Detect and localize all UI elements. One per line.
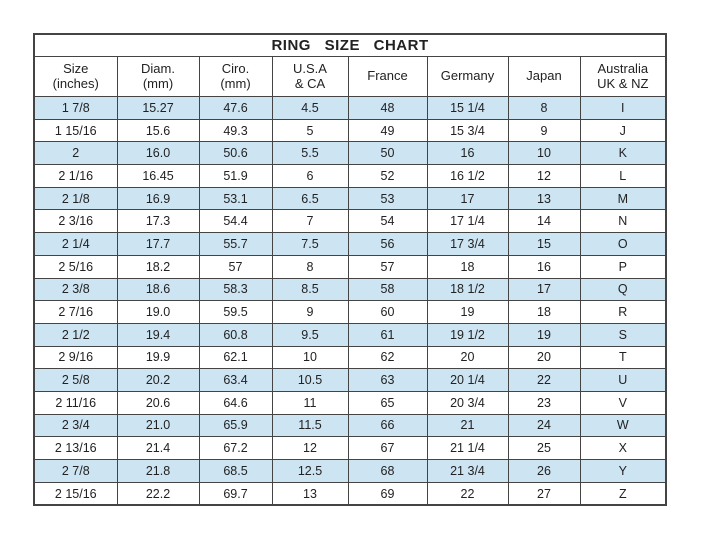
cell-diam-mm: 16.45 (117, 165, 199, 188)
cell-japan: 27 (508, 482, 580, 505)
cell-france: 49 (348, 119, 427, 142)
cell-australia-uk-nz: L (580, 165, 666, 188)
cell-diam-mm: 19.4 (117, 323, 199, 346)
cell-diam-mm: 19.9 (117, 346, 199, 369)
cell-australia-uk-nz: W (580, 414, 666, 437)
cell-germany: 21 (427, 414, 508, 437)
cell-japan: 18 (508, 301, 580, 324)
cell-germany: 17 (427, 187, 508, 210)
cell-germany: 19 1/2 (427, 323, 508, 346)
cell-ciro-mm: 55.7 (199, 233, 272, 256)
cell-japan: 23 (508, 391, 580, 414)
cell-germany: 19 (427, 301, 508, 324)
cell-ciro-mm: 54.4 (199, 210, 272, 233)
cell-australia-uk-nz: J (580, 119, 666, 142)
cell-size-inches: 2 5/16 (34, 255, 117, 278)
cell-japan: 24 (508, 414, 580, 437)
cell-france: 65 (348, 391, 427, 414)
cell-germany: 15 3/4 (427, 119, 508, 142)
cell-japan: 9 (508, 119, 580, 142)
cell-france: 63 (348, 369, 427, 392)
cell-japan: 10 (508, 142, 580, 165)
cell-size-inches: 2 1/8 (34, 187, 117, 210)
cell-size-inches: 2 1/16 (34, 165, 117, 188)
cell-usa-ca: 5 (272, 119, 348, 142)
table-row (34, 278, 666, 301)
column-header-germany: Germany (427, 57, 508, 97)
column-header-ciro-mm: Ciro. (mm) (199, 57, 272, 97)
cell-germany: 17 3/4 (427, 233, 508, 256)
cell-france: 61 (348, 323, 427, 346)
table-row (34, 210, 666, 233)
cell-germany: 20 1/4 (427, 369, 508, 392)
table-row (34, 142, 666, 165)
cell-ciro-mm: 51.9 (199, 165, 272, 188)
cell-size-inches: 2 7/8 (34, 460, 117, 483)
cell-diam-mm: 16.9 (117, 187, 199, 210)
cell-australia-uk-nz: P (580, 255, 666, 278)
cell-france: 67 (348, 437, 427, 460)
cell-diam-mm: 15.6 (117, 119, 199, 142)
table-row (34, 97, 666, 120)
cell-usa-ca: 11 (272, 391, 348, 414)
table-row (34, 233, 666, 256)
cell-france: 58 (348, 278, 427, 301)
cell-japan: 20 (508, 346, 580, 369)
cell-ciro-mm: 62.1 (199, 346, 272, 369)
cell-australia-uk-nz: R (580, 301, 666, 324)
cell-australia-uk-nz: I (580, 97, 666, 120)
cell-germany: 22 (427, 482, 508, 505)
table-row (34, 119, 666, 142)
title-row (34, 34, 666, 57)
cell-france: 50 (348, 142, 427, 165)
table-row (34, 369, 666, 392)
cell-usa-ca: 4.5 (272, 97, 348, 120)
cell-usa-ca: 8.5 (272, 278, 348, 301)
cell-usa-ca: 9 (272, 301, 348, 324)
cell-usa-ca: 8 (272, 255, 348, 278)
cell-germany: 15 1/4 (427, 97, 508, 120)
cell-ciro-mm: 69.7 (199, 482, 272, 505)
cell-germany: 18 1/2 (427, 278, 508, 301)
cell-japan: 19 (508, 323, 580, 346)
table-row (34, 165, 666, 188)
table-row (34, 346, 666, 369)
cell-australia-uk-nz: V (580, 391, 666, 414)
cell-usa-ca: 6 (272, 165, 348, 188)
cell-size-inches: 2 1/4 (34, 233, 117, 256)
table-row (34, 391, 666, 414)
table-row (34, 482, 666, 505)
column-header-usa-ca: U.S.A & CA (272, 57, 348, 97)
cell-ciro-mm: 57 (199, 255, 272, 278)
cell-ciro-mm: 63.4 (199, 369, 272, 392)
cell-germany: 18 (427, 255, 508, 278)
cell-france: 60 (348, 301, 427, 324)
cell-australia-uk-nz: X (580, 437, 666, 460)
cell-diam-mm: 22.2 (117, 482, 199, 505)
cell-japan: 14 (508, 210, 580, 233)
cell-usa-ca: 10 (272, 346, 348, 369)
cell-france: 54 (348, 210, 427, 233)
cell-france: 68 (348, 460, 427, 483)
cell-australia-uk-nz: Q (580, 278, 666, 301)
cell-ciro-mm: 68.5 (199, 460, 272, 483)
cell-germany: 21 1/4 (427, 437, 508, 460)
cell-ciro-mm: 50.6 (199, 142, 272, 165)
chart-title: RING SIZE CHART (34, 34, 666, 57)
cell-australia-uk-nz: K (580, 142, 666, 165)
cell-usa-ca: 11.5 (272, 414, 348, 437)
cell-ciro-mm: 60.8 (199, 323, 272, 346)
cell-diam-mm: 20.2 (117, 369, 199, 392)
cell-japan: 22 (508, 369, 580, 392)
cell-diam-mm: 18.2 (117, 255, 199, 278)
cell-france: 66 (348, 414, 427, 437)
cell-australia-uk-nz: U (580, 369, 666, 392)
cell-japan: 15 (508, 233, 580, 256)
cell-japan: 8 (508, 97, 580, 120)
table-row (34, 323, 666, 346)
cell-ciro-mm: 49.3 (199, 119, 272, 142)
cell-japan: 17 (508, 278, 580, 301)
header-row (34, 57, 666, 97)
column-header-australia-uk-nz: Australia UK & NZ (580, 57, 666, 97)
cell-ciro-mm: 64.6 (199, 391, 272, 414)
cell-ciro-mm: 47.6 (199, 97, 272, 120)
cell-france: 56 (348, 233, 427, 256)
cell-usa-ca: 9.5 (272, 323, 348, 346)
cell-france: 57 (348, 255, 427, 278)
cell-germany: 21 3/4 (427, 460, 508, 483)
cell-diam-mm: 17.3 (117, 210, 199, 233)
cell-diam-mm: 21.0 (117, 414, 199, 437)
cell-diam-mm: 21.8 (117, 460, 199, 483)
cell-usa-ca: 6.5 (272, 187, 348, 210)
cell-usa-ca: 5.5 (272, 142, 348, 165)
cell-size-inches: 2 7/16 (34, 301, 117, 324)
cell-japan: 13 (508, 187, 580, 210)
table-row (34, 460, 666, 483)
ring-size-chart-table (33, 33, 667, 506)
cell-france: 53 (348, 187, 427, 210)
cell-germany: 20 (427, 346, 508, 369)
cell-diam-mm: 20.6 (117, 391, 199, 414)
cell-usa-ca: 7.5 (272, 233, 348, 256)
cell-diam-mm: 17.7 (117, 233, 199, 256)
cell-usa-ca: 12 (272, 437, 348, 460)
cell-ciro-mm: 53.1 (199, 187, 272, 210)
cell-france: 69 (348, 482, 427, 505)
cell-australia-uk-nz: T (580, 346, 666, 369)
cell-usa-ca: 13 (272, 482, 348, 505)
cell-japan: 26 (508, 460, 580, 483)
table-row (34, 187, 666, 210)
cell-ciro-mm: 59.5 (199, 301, 272, 324)
cell-france: 62 (348, 346, 427, 369)
cell-australia-uk-nz: S (580, 323, 666, 346)
cell-size-inches: 2 5/8 (34, 369, 117, 392)
cell-australia-uk-nz: M (580, 187, 666, 210)
cell-ciro-mm: 67.2 (199, 437, 272, 460)
column-header-france: France (348, 57, 427, 97)
table-body (34, 97, 666, 506)
cell-size-inches: 2 9/16 (34, 346, 117, 369)
cell-size-inches: 2 3/4 (34, 414, 117, 437)
cell-diam-mm: 16.0 (117, 142, 199, 165)
cell-usa-ca: 10.5 (272, 369, 348, 392)
cell-usa-ca: 7 (272, 210, 348, 233)
cell-size-inches: 2 1/2 (34, 323, 117, 346)
cell-germany: 17 1/4 (427, 210, 508, 233)
cell-germany: 20 3/4 (427, 391, 508, 414)
table-row (34, 255, 666, 278)
cell-australia-uk-nz: N (580, 210, 666, 233)
cell-size-inches: 2 3/8 (34, 278, 117, 301)
cell-size-inches: 2 13/16 (34, 437, 117, 460)
table-row (34, 414, 666, 437)
column-header-diam-mm: Diam. (mm) (117, 57, 199, 97)
table-row (34, 301, 666, 324)
cell-size-inches: 1 15/16 (34, 119, 117, 142)
cell-size-inches: 2 (34, 142, 117, 165)
cell-diam-mm: 15.27 (117, 97, 199, 120)
cell-size-inches: 1 7/8 (34, 97, 117, 120)
column-header-japan: Japan (508, 57, 580, 97)
cell-australia-uk-nz: Z (580, 482, 666, 505)
cell-diam-mm: 19.0 (117, 301, 199, 324)
cell-size-inches: 2 3/16 (34, 210, 117, 233)
cell-size-inches: 2 11/16 (34, 391, 117, 414)
cell-japan: 16 (508, 255, 580, 278)
cell-diam-mm: 21.4 (117, 437, 199, 460)
cell-diam-mm: 18.6 (117, 278, 199, 301)
cell-size-inches: 2 15/16 (34, 482, 117, 505)
cell-france: 48 (348, 97, 427, 120)
cell-australia-uk-nz: Y (580, 460, 666, 483)
cell-australia-uk-nz: O (580, 233, 666, 256)
cell-germany: 16 1/2 (427, 165, 508, 188)
cell-germany: 16 (427, 142, 508, 165)
cell-usa-ca: 12.5 (272, 460, 348, 483)
cell-ciro-mm: 65.9 (199, 414, 272, 437)
column-header-size-inches: Size (inches) (34, 57, 117, 97)
cell-japan: 12 (508, 165, 580, 188)
cell-japan: 25 (508, 437, 580, 460)
cell-france: 52 (348, 165, 427, 188)
cell-ciro-mm: 58.3 (199, 278, 272, 301)
table-row (34, 437, 666, 460)
